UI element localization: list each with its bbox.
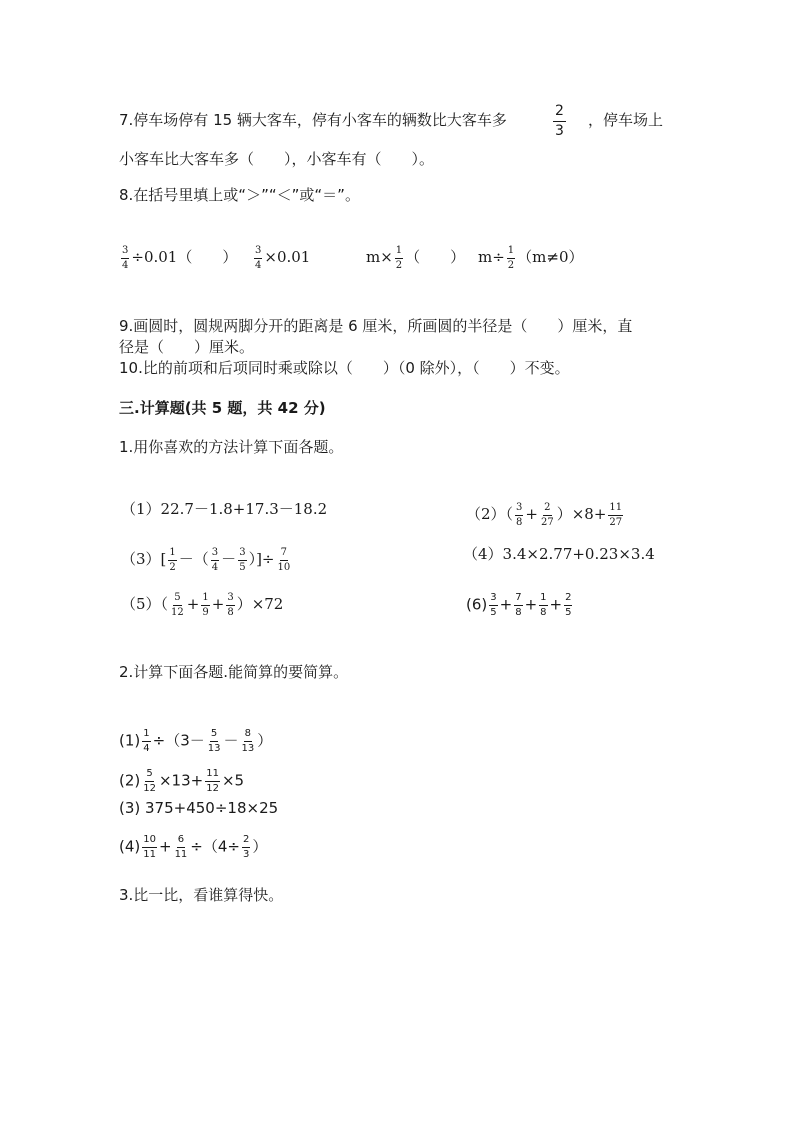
- frac-den: 11: [174, 848, 188, 860]
- q7-line1: [119, 113, 507, 128]
- seg: (4): [119, 837, 141, 856]
- q7-line1-tail: [588, 113, 663, 128]
- frac-den: 5: [565, 606, 572, 618]
- frac-num: 6: [177, 834, 185, 848]
- frac-num: 1: [142, 728, 150, 742]
- q8-title: 8.在括号里填上或“＞”“＜”或“＝”。: [119, 186, 360, 204]
- seg: ）×72: [236, 595, 284, 613]
- p1-item-3: [121, 547, 293, 573]
- q8-e2-rest: ×0.01: [264, 248, 311, 266]
- seg: （5）（: [121, 595, 169, 613]
- seg: ×13+: [158, 771, 204, 790]
- seg: （3）[: [121, 550, 167, 568]
- seg: ×5: [221, 771, 245, 790]
- fraction: [608, 502, 623, 528]
- seg: +: [524, 595, 538, 614]
- frac-den: 9: [202, 606, 209, 618]
- frac-den: 10: [277, 561, 291, 573]
- fraction: [539, 592, 547, 618]
- frac-den: 13: [241, 742, 255, 754]
- fraction: [142, 834, 157, 860]
- fraction: [242, 834, 250, 860]
- seg: （2）（: [466, 505, 514, 523]
- p1-title: 1.用你喜欢的方法计算下面各题。: [119, 438, 344, 456]
- seg: ）: [252, 837, 268, 856]
- p1-item-4: （4）3.4×2.77+0.23×3.4: [463, 545, 655, 563]
- seg: ÷（3－: [152, 731, 205, 750]
- q8-e2-fraction: [254, 245, 262, 271]
- q7-fraction: [553, 104, 566, 140]
- seg: －: [221, 550, 237, 568]
- p2-item-3: (3) 375+450÷18×25: [119, 799, 279, 817]
- frac-num: 5: [145, 768, 153, 782]
- frac-den: 2: [507, 259, 515, 271]
- frac-den: 4: [211, 561, 219, 573]
- frac-den: 12: [206, 782, 219, 794]
- seg: (2): [119, 771, 141, 790]
- fraction: [241, 728, 256, 754]
- p2-item-1: [119, 728, 272, 754]
- seg: －（: [178, 550, 209, 568]
- frac-num: 2: [543, 502, 551, 516]
- q8-e1-fraction: [121, 245, 129, 271]
- seg: ）: [257, 731, 273, 750]
- fraction: [170, 592, 185, 618]
- frac-num: 2: [242, 834, 250, 848]
- fraction: [205, 768, 220, 794]
- frac-num: 3: [254, 245, 262, 259]
- frac-num: 1: [395, 245, 403, 259]
- p2-title: 2.计算下面各题.能简算的要简算。: [119, 663, 349, 681]
- fraction: [489, 592, 497, 618]
- p3-title: 3.比一比，看谁算得快。: [119, 886, 284, 904]
- frac-den: 4: [122, 259, 129, 271]
- q8-expression-2: [252, 245, 310, 271]
- frac-den: 2: [395, 259, 403, 271]
- frac-num: 5: [173, 592, 181, 606]
- frac-num: 1: [539, 592, 547, 606]
- frac-num: 3: [515, 502, 523, 516]
- q10-line: 10.比的前项和后项同时乘或除以（ ）（0 除外），（ ）不变。: [119, 359, 570, 377]
- frac-den: 4: [255, 259, 262, 271]
- frac-den: 12: [171, 606, 184, 618]
- seg: +: [499, 595, 513, 614]
- frac-num: 3: [121, 245, 129, 259]
- seg: +: [158, 837, 172, 856]
- p1-item-6: [466, 592, 574, 618]
- fraction: [201, 592, 209, 618]
- q8-e4-pre: m÷: [478, 248, 505, 266]
- fraction: [515, 502, 523, 528]
- frac-den: 27: [609, 516, 623, 528]
- fraction: [168, 547, 176, 573]
- frac-den: 8: [515, 606, 522, 618]
- q7-frac-num: 2: [553, 104, 566, 122]
- q8-e3-fraction: [395, 245, 403, 271]
- frac-num: 3: [489, 592, 497, 606]
- seg: ÷（4÷: [190, 837, 240, 856]
- seg: +: [186, 595, 200, 613]
- fraction: [514, 592, 522, 618]
- frac-den: 13: [207, 742, 221, 754]
- frac-den: 3: [242, 848, 250, 860]
- frac-den: 8: [516, 516, 523, 528]
- fraction: [226, 592, 234, 618]
- p1-item-1: （1）22.7－1.8+17.3－18.2: [121, 500, 328, 518]
- fraction: [142, 728, 150, 754]
- fraction: [207, 728, 222, 754]
- fraction: [211, 547, 219, 573]
- frac-den: 12: [143, 782, 156, 794]
- seg: (6): [466, 595, 488, 614]
- frac-num: 7: [514, 592, 522, 606]
- frac-num: 3: [226, 592, 234, 606]
- p2-item-2: [119, 768, 244, 794]
- frac-num: 1: [201, 592, 209, 606]
- q9-line1: 9.画圆时，圆规两脚分开的距离是 6 厘米，所画圆的半径是（ ）厘米，直: [119, 317, 633, 335]
- p2-item-4: [119, 834, 267, 860]
- q8-expression-1: [119, 245, 237, 271]
- seg: +: [549, 595, 563, 614]
- q8-e3-pre: m×: [366, 248, 393, 266]
- frac-num: 1: [168, 547, 176, 561]
- frac-num: 5: [210, 728, 218, 742]
- q7-text-a: 7.停车场停有 15 辆大客车，停有小客车的辆数比大客车多: [119, 111, 507, 129]
- fraction: [238, 547, 246, 573]
- fraction: [276, 547, 291, 573]
- fraction: [564, 592, 572, 618]
- frac-num: 2: [564, 592, 572, 606]
- seg: ）×8+: [556, 505, 607, 523]
- seg: ）]÷: [248, 550, 275, 568]
- frac-num: 8: [244, 728, 252, 742]
- seg: +: [525, 505, 538, 523]
- frac-num: 1: [507, 245, 515, 259]
- frac-den: 8: [227, 606, 234, 618]
- frac-num: 10: [142, 834, 157, 848]
- section-3-title: 三.计算题(共 5 题，共 42 分): [119, 399, 326, 417]
- frac-den: 27: [541, 516, 554, 528]
- q7-frac-den: 3: [555, 123, 564, 140]
- q7-text-b: ，停车场上: [588, 111, 664, 129]
- frac-num: 7: [280, 547, 288, 561]
- p1-item-2: [466, 502, 625, 528]
- seg: －: [223, 731, 239, 750]
- frac-den: 4: [143, 742, 150, 754]
- frac-num: 11: [608, 502, 623, 516]
- q8-expression-4: [478, 245, 584, 271]
- frac-den: 5: [239, 561, 246, 573]
- frac-den: 5: [490, 606, 497, 618]
- q8-e3-rest: （ ）: [405, 248, 466, 266]
- frac-num: 11: [205, 768, 220, 782]
- frac-num: 3: [238, 547, 246, 561]
- q9-line2: 径是（ ）厘米。: [119, 338, 255, 356]
- seg: +: [211, 595, 225, 613]
- q7-line2: 小客车比大客车多（ ），小客车有（ ）。: [119, 150, 435, 168]
- frac-den: 11: [143, 848, 156, 860]
- q8-e4-fraction: [507, 245, 515, 271]
- fraction: [142, 768, 157, 794]
- q8-expression-3: [366, 245, 465, 271]
- q8-e1-rest: ÷0.01（ ）: [131, 248, 238, 266]
- frac-num: 3: [211, 547, 219, 561]
- fraction: [540, 502, 555, 528]
- frac-den: 2: [169, 561, 176, 573]
- frac-den: 8: [540, 606, 547, 618]
- q8-e4-rest: （m≠0）: [517, 248, 584, 266]
- fraction: [174, 834, 189, 860]
- p1-item-5: [121, 592, 283, 618]
- seg: (1): [119, 731, 141, 750]
